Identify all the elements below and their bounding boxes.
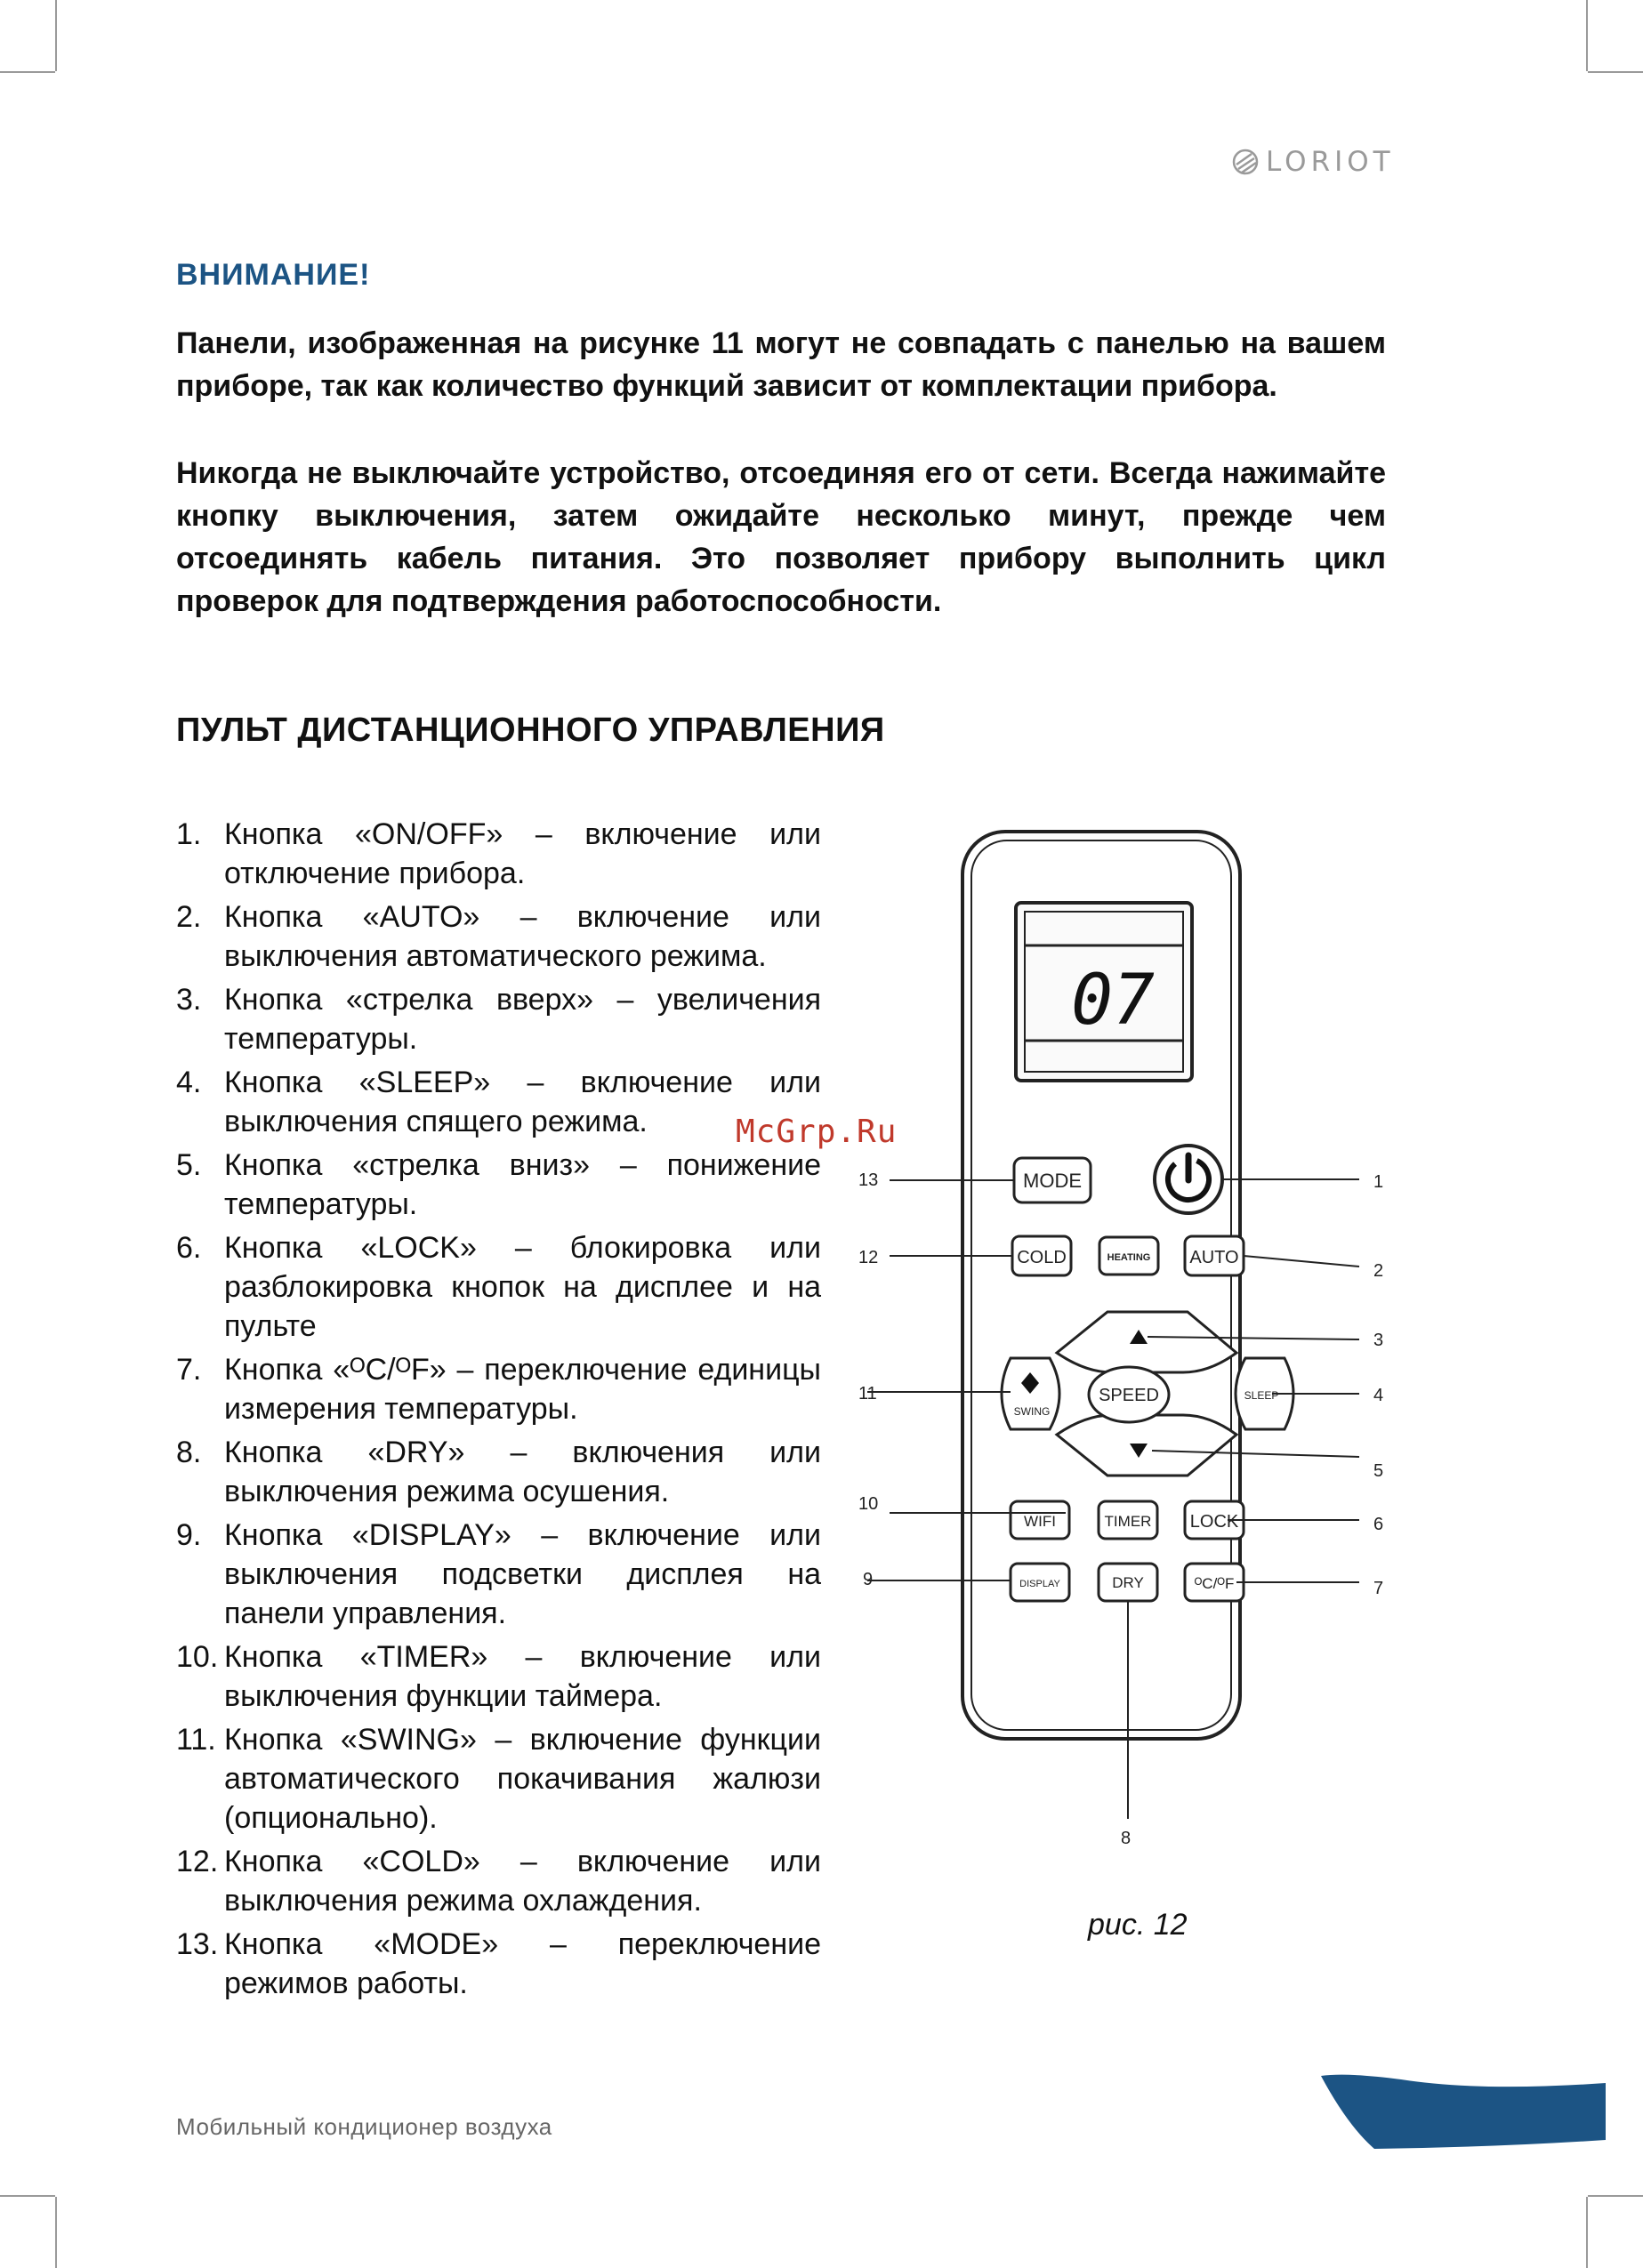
crop-mark: [0, 2195, 55, 2197]
list-item-number: 5.: [176, 1148, 202, 1182]
callout-number-8: 8: [1121, 1829, 1132, 1848]
list-item-number: 6.: [176, 1231, 202, 1265]
crop-mark: [1588, 2195, 1643, 2197]
footer-wave-shape: [1321, 2075, 1606, 2149]
list-item: [176, 897, 821, 976]
callout-number-13: 13: [858, 1170, 879, 1190]
list-item: [176, 1350, 821, 1428]
timer-button-label: TIMER: [1104, 1513, 1152, 1530]
crop-mark: [1588, 71, 1643, 73]
list-item-number: 11.: [176, 1723, 216, 1757]
callout-number-5: 5: [1373, 1461, 1384, 1481]
crop-mark: [0, 71, 55, 73]
list-item-number: 8.: [176, 1436, 202, 1469]
list-item-number: 10.: [176, 1640, 219, 1674]
footer-text: Мобильный кондиционер воздуха: [176, 2113, 552, 2140]
brand-logo: [1232, 146, 1395, 178]
list-item-number: 13.: [176, 1927, 219, 1961]
stripes-circle-icon: [1232, 149, 1259, 175]
mode-button-label: MODE: [1023, 1170, 1082, 1192]
list-item: [176, 1842, 821, 1920]
crop-mark: [1586, 2197, 1588, 2268]
speed-button-label: SPEED: [1099, 1386, 1159, 1405]
notice-paragraph-power: Никогда не выключайте устройство, отсоединяя его от сети. Всегда нажимайте кнопку выключения, затем ожидайте несколько минут, прежде чем отсоединять кабель питания. Это позволяет прибору выполнить цикл проверок для подтверждения работоспособности.: [176, 456, 1386, 618]
brand-name: LORIOT: [1266, 146, 1395, 178]
list-item-number: 12.: [176, 1845, 219, 1878]
list-item-text: Кнопка «SWING» – включение функции автоматического покачивания жалюзи (опционально).: [224, 1723, 821, 1835]
crop-mark: [55, 2197, 57, 2268]
button-description-list: [176, 815, 821, 2007]
figure-caption: рис. 12: [1088, 1908, 1188, 1942]
callout-number-9: 9: [863, 1570, 874, 1589]
heating-button-label: HEATING: [1107, 1252, 1151, 1263]
callout-line-2: [1244, 1256, 1359, 1267]
footer-wave-decoration: [1321, 2072, 1606, 2152]
list-item: [176, 1925, 821, 2003]
section-title: ПУЛЬТ ДИСТАНЦИОННОГО УПРАВЛЕНИЯ: [176, 712, 885, 749]
sleep-button-label: SLEEP: [1244, 1389, 1279, 1402]
list-item: [176, 1228, 821, 1346]
notice-paragraph-panel: Панели, изображенная на рисунке 11 могут не совпадать с панелью на вашем приборе, так как количество функций зависит от комплектации прибора.: [176, 326, 1386, 403]
list-item: [176, 980, 821, 1058]
list-item-text: Кнопка «стрелка вниз» – понижение температуры.: [224, 1148, 821, 1221]
lock-button-label: LOCK: [1189, 1512, 1239, 1532]
callout-number-7: 7: [1373, 1579, 1384, 1598]
swing-button[interactable]: [1002, 1358, 1059, 1429]
remote-control-figure: [836, 814, 1405, 1881]
list-item-text: Кнопка «LOCK» – блокировка или разблокировка кнопок на дисплее и на пульте: [224, 1231, 821, 1343]
list-item-number: 2.: [176, 900, 202, 934]
list-item: [176, 1637, 821, 1716]
callout-number-2: 2: [1373, 1261, 1384, 1281]
swing-button-label: SWING: [1013, 1405, 1051, 1418]
list-item-text: Кнопка «MODE» – переключение режимов работы.: [224, 1927, 821, 2000]
list-item-text: Кнопка «ON/OFF» – включение или отключение прибора.: [224, 817, 821, 890]
callout-number-4: 4: [1373, 1386, 1384, 1405]
list-item-number: 7.: [176, 1353, 202, 1387]
dry-button-label: DRY: [1112, 1574, 1144, 1591]
callout-number-6: 6: [1373, 1515, 1384, 1534]
list-item: [176, 1433, 821, 1511]
list-item: [176, 815, 821, 893]
cold-button-label: COLD: [1017, 1248, 1067, 1267]
auto-button-label: AUTO: [1189, 1248, 1239, 1267]
crop-mark: [55, 0, 57, 71]
lcd-display-value: 07: [1071, 961, 1155, 1041]
callout-number-11: 11: [858, 1384, 877, 1403]
list-item: [176, 1063, 821, 1141]
attention-heading: ВНИМАНИЕ!: [176, 258, 371, 292]
callout-number-10: 10: [858, 1494, 879, 1514]
list-item: [176, 1146, 821, 1224]
list-item-text: Кнопка «DISPLAY» – включение или выключения подсветки дисплея на панели управления.: [224, 1518, 821, 1630]
list-item: [176, 1720, 821, 1838]
callout-number-1: 1: [1373, 1172, 1384, 1192]
list-item: [176, 1516, 821, 1633]
list-item-text: Кнопка «стрелка вверх» – увеличения температуры.: [224, 983, 821, 1056]
list-item-number: 9.: [176, 1518, 202, 1552]
wifi-button-label: WIFI: [1024, 1513, 1056, 1530]
crop-mark: [1586, 0, 1588, 71]
callout-number-3: 3: [1373, 1331, 1384, 1350]
temp-unit-button-label: ᴼC/ᴼF: [1194, 1575, 1235, 1592]
list-item-number: 1.: [176, 817, 202, 851]
list-item-text: Кнопка «AUTO» – включение или выключения автоматического режима.: [224, 900, 821, 973]
list-item-number: 3.: [176, 983, 202, 1017]
callout-number-12: 12: [858, 1248, 879, 1267]
list-item-text: Кнопка «DRY» – включения или выключения режима осушения.: [224, 1436, 821, 1508]
list-item-text: Кнопка «TIMER» – включение или выключения функции таймера.: [224, 1640, 821, 1713]
list-item-text: Кнопка «COLD» – включение или выключения режима охлаждения.: [224, 1845, 821, 1918]
watermark: McGrp.Ru: [736, 1114, 898, 1150]
list-item-text: Кнопка «ᴼC/ᴼF» – переключение единицы измерения температуры.: [224, 1353, 821, 1426]
list-item-text: Кнопка «SLEEP» – включение или выключения спящего режима.: [224, 1066, 821, 1138]
list-item-number: 4.: [176, 1066, 202, 1099]
display-button-label: DISPLAY: [1019, 1579, 1060, 1589]
